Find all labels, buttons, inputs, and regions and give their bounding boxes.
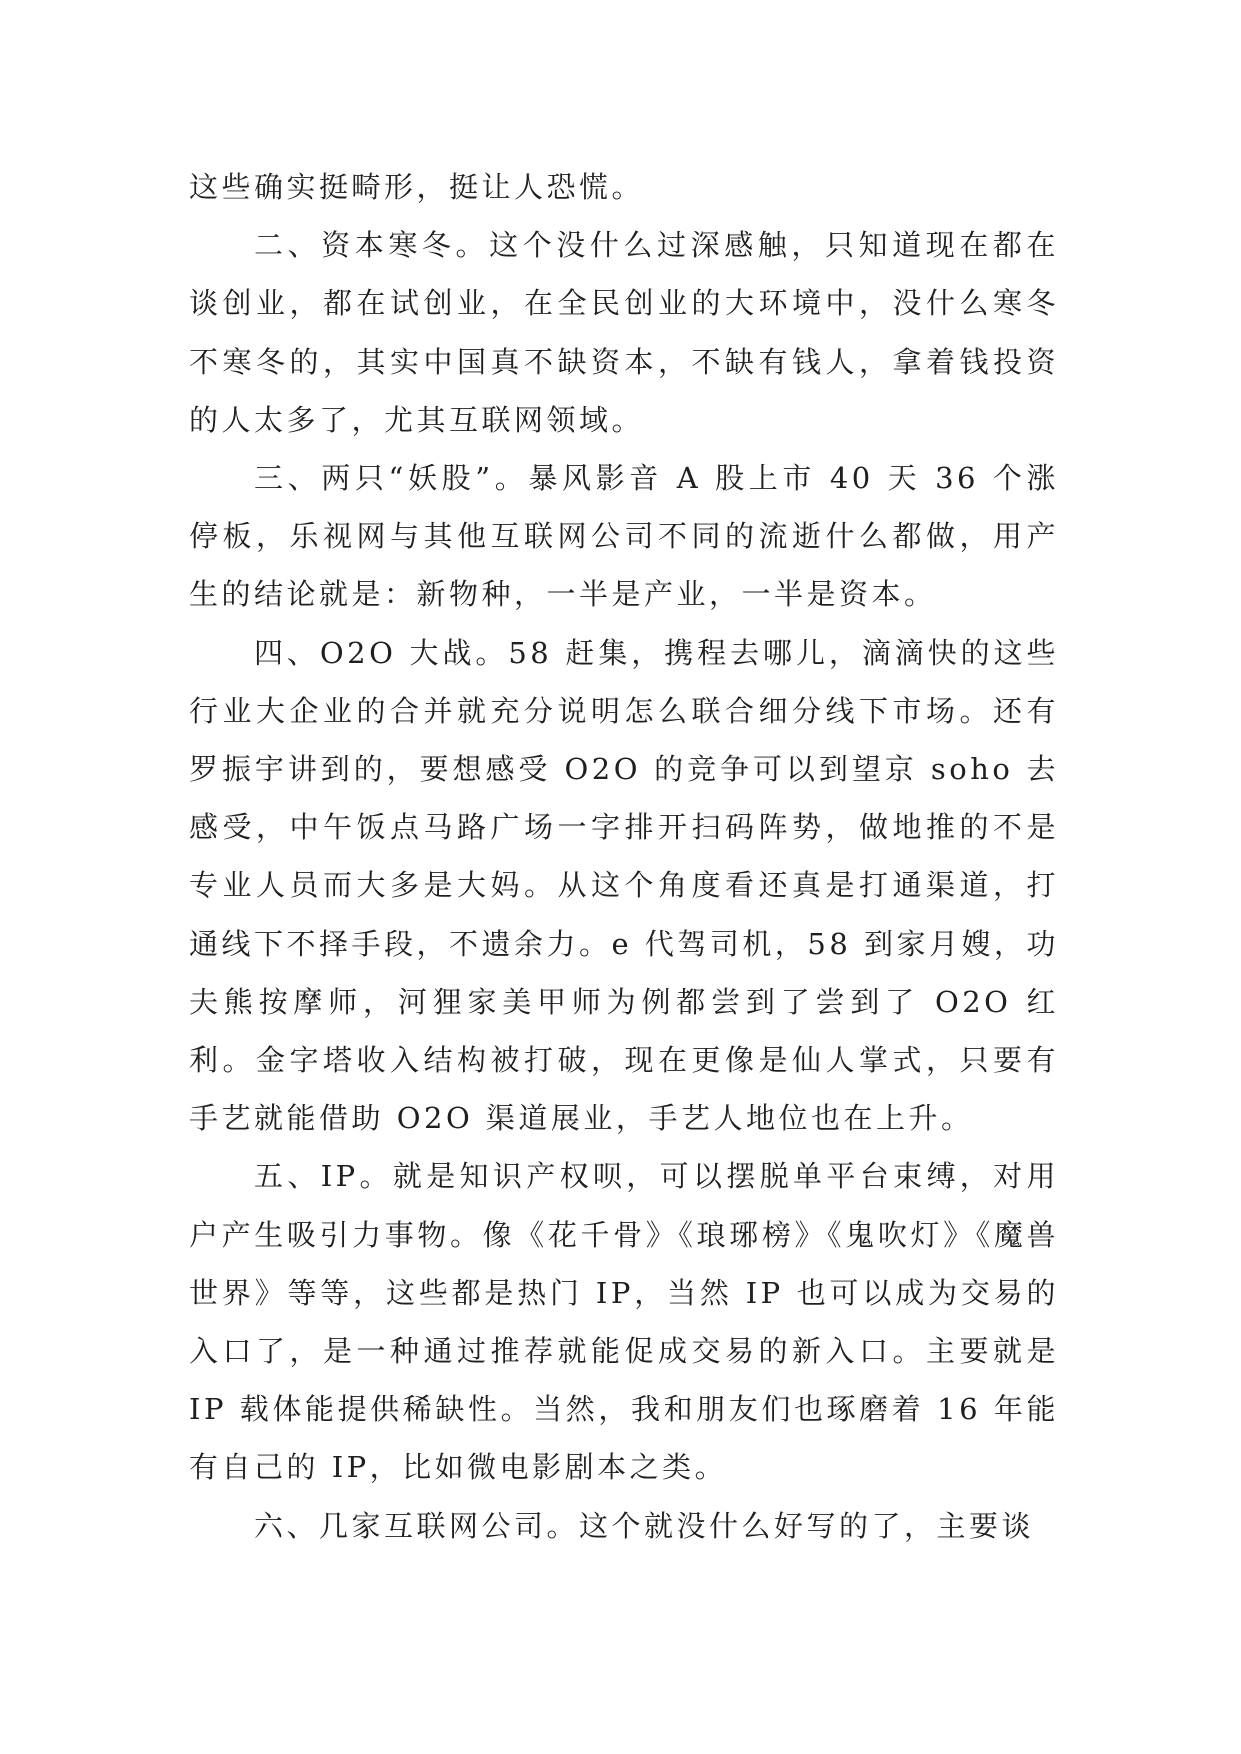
paragraph-ip: 五、IP。就是知识产权呗，可以摆脱单平台束缚，对用户产生吸引力事物。像《花千骨》《琅琊榜》《鬼吹灯》《魔兽世界》等等，这些都是热门 IP，当然 IP 也可以成为交易的入口了，是一种通过推荐就能促成交易的新入口。主要就是 IP 载体能提供稀缺性。当然，我和朋友们也琢磨着 16 年能有自己的 IP，比如微电影剧本之类。 bbox=[189, 1159, 1059, 1485]
document-body bbox=[189, 158, 1059, 1555]
paragraph-capital-winter: 二、资本寒冬。这个没什么过深感触，只知道现在都在谈创业，都在试创业，在全民创业的大环境中，没什么寒冬不寒冬的，其实中国真不缺资本，不缺有钱人，拿着钱投资的人太多了，尤其互联网领域。 bbox=[189, 228, 1059, 437]
paragraph-continuation: 这些确实挺畸形，挺让人恐慌。 bbox=[189, 170, 645, 204]
paragraph-o2o-war: 四、O2O 大战。58 赶集，携程去哪儿，滴滴快的这些行业大企业的合并就充分说明怎么联合细分线下市场。还有罗振宇讲到的，要想感受 O2O 的竞争可以到望京 soho 去感受，中午饭点马路广场一字排开扫码阵势，做地推的不是专业人员而大多是大妈。从这个角度看还真是打通渠道，打通线下不择手段，不遗余力。e 代驾司机，58 到家月嫂，功夫熊按摩师，河狸家美甲师为例都尝到了尝到了 O2O 红利。金字塔收入结构被打破，现在更像是仙人掌式，只要有手艺就能借助 O2O 渠道展业，手艺人地位也在上升。 bbox=[189, 635, 1060, 1136]
paragraph-internet-companies: 六、几家互联网公司。这个就没什么好写的了，主要谈 bbox=[254, 1508, 1035, 1543]
paragraph-two-monster-stocks: 三、两只“妖股”。暴风影音 A 股上市 40 天 36 个涨停板，乐视网与其他互联网公司不同的流逝什么都做，用产生的结论就是：新物种，一半是产业，一半是资本。 bbox=[189, 461, 1059, 612]
